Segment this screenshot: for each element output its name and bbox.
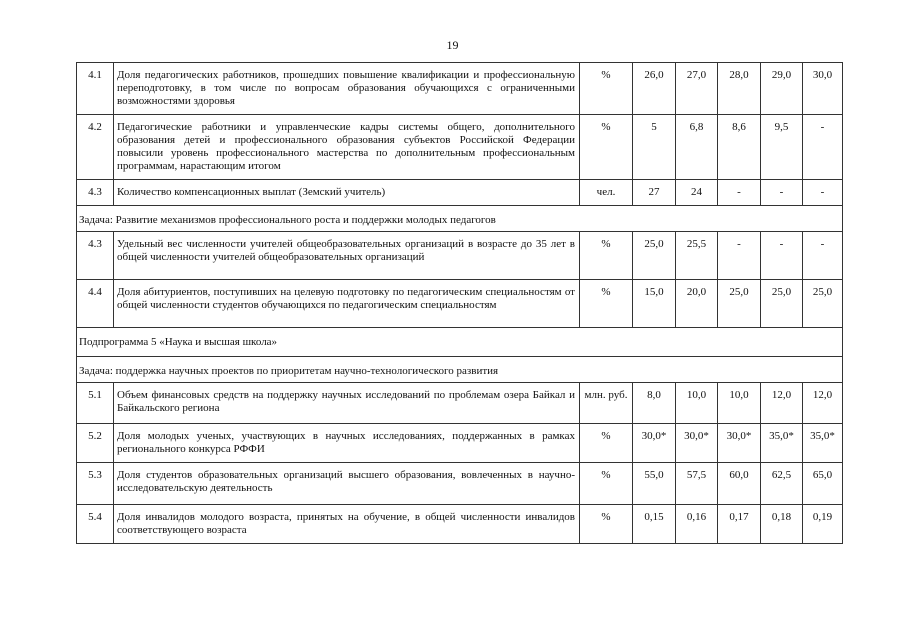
section-row (77, 206, 843, 232)
value-cell: - (718, 232, 761, 280)
section-heading: Подпрограмма 5 «Наука и высшая школа» (77, 328, 843, 357)
value-cell: 8,6 (718, 115, 761, 180)
value-cell: 62,5 (761, 463, 803, 505)
value-cell: - (718, 180, 761, 206)
value-cell: 5 (633, 115, 676, 180)
value-cell: 30,0* (633, 424, 676, 463)
value-cell: 12,0 (761, 383, 803, 424)
table-row (77, 424, 843, 463)
table-row (77, 383, 843, 424)
value-cell: 25,5 (676, 232, 718, 280)
row-number: 5.3 (77, 463, 114, 505)
indicator-description: Доля молодых ученых, участвующих в научных исследованиях, поддержанных в рамках регионального конкурса РФФИ (114, 424, 580, 463)
unit-cell: % (580, 115, 633, 180)
row-number: 5.2 (77, 424, 114, 463)
indicator-description: Доля абитуриентов, поступивших на целевую подготовку по педагогическим специальностям от общей численности студентов обучающихся по педагогическим специальностям (114, 280, 580, 328)
row-number: 5.4 (77, 505, 114, 544)
row-number: 4.1 (77, 63, 114, 115)
table-row (77, 180, 843, 206)
unit-cell: % (580, 463, 633, 505)
value-cell: 65,0 (803, 463, 843, 505)
value-cell: 0,17 (718, 505, 761, 544)
value-cell: 35,0* (761, 424, 803, 463)
unit-cell: чел. (580, 180, 633, 206)
value-cell: - (803, 180, 843, 206)
row-number: 4.3 (77, 180, 114, 206)
table-row (77, 232, 843, 280)
section-heading: Задача: поддержка научных проектов по приоритетам научно-технологического развития (77, 357, 843, 383)
value-cell: 12,0 (803, 383, 843, 424)
value-cell: 26,0 (633, 63, 676, 115)
table-row (77, 463, 843, 505)
indicator-description: Объем финансовых средств на поддержку научных исследований по проблемам озера Байкал и Байкальского региона (114, 383, 580, 424)
value-cell: 10,0 (718, 383, 761, 424)
value-cell: 6,8 (676, 115, 718, 180)
value-cell: 25,0 (718, 280, 761, 328)
value-cell: 29,0 (761, 63, 803, 115)
unit-cell: % (580, 63, 633, 115)
value-cell: 8,0 (633, 383, 676, 424)
value-cell: 30,0 (803, 63, 843, 115)
indicator-description: Педагогические работники и управленческие кадры системы общего, дополнительного образования детей и профессионального образования субъектов Российской Федерации повысили уровень профессионального мастерства по дополнительным профессиональным программам, нарастающим итогом (114, 115, 580, 180)
indicator-description: Доля педагогических работников, прошедших повышение квалификации и профессиональную переподготовку, в том числе по вопросам образования обучающихся с ограниченными возможностями здоровья (114, 63, 580, 115)
value-cell: 10,0 (676, 383, 718, 424)
section-row (77, 328, 843, 357)
row-number: 5.1 (77, 383, 114, 424)
value-cell: 25,0 (761, 280, 803, 328)
indicators-table (76, 62, 843, 544)
unit-cell: % (580, 280, 633, 328)
unit-cell: млн. руб. (580, 383, 633, 424)
value-cell: 25,0 (633, 232, 676, 280)
section-row (77, 357, 843, 383)
value-cell: 20,0 (676, 280, 718, 328)
indicator-description: Удельный вес численности учителей общеобразовательных организаций в возрасте до 35 лет в общей численности учителей общеобразовательных организаций (114, 232, 580, 280)
value-cell: 24 (676, 180, 718, 206)
value-cell: 0,19 (803, 505, 843, 544)
value-cell: 60,0 (718, 463, 761, 505)
row-number: 4.3 (77, 232, 114, 280)
unit-cell: % (580, 505, 633, 544)
indicator-description: Количество компенсационных выплат (Земский учитель) (114, 180, 580, 206)
table-row (77, 63, 843, 115)
value-cell: 28,0 (718, 63, 761, 115)
value-cell: - (803, 232, 843, 280)
table-row (77, 280, 843, 328)
value-cell: 27 (633, 180, 676, 206)
value-cell: 9,5 (761, 115, 803, 180)
value-cell: 15,0 (633, 280, 676, 328)
value-cell: 27,0 (676, 63, 718, 115)
table-row (77, 115, 843, 180)
table-row (77, 505, 843, 544)
unit-cell: % (580, 424, 633, 463)
value-cell: 0,18 (761, 505, 803, 544)
row-number: 4.4 (77, 280, 114, 328)
value-cell: 0,16 (676, 505, 718, 544)
value-cell: 30,0* (718, 424, 761, 463)
unit-cell: % (580, 232, 633, 280)
value-cell: 0,15 (633, 505, 676, 544)
value-cell: 25,0 (803, 280, 843, 328)
section-heading: Задача: Развитие механизмов профессионального роста и поддержки молодых педагогов (77, 206, 843, 232)
page-number: 19 (446, 38, 459, 52)
value-cell: - (803, 115, 843, 180)
row-number: 4.2 (77, 115, 114, 180)
table-body (77, 63, 843, 544)
value-cell: 35,0* (803, 424, 843, 463)
indicator-description: Доля инвалидов молодого возраста, принятых на обучение, в общей численности инвалидов соответствующего возраста (114, 505, 580, 544)
value-cell: - (761, 232, 803, 280)
value-cell: 30,0* (676, 424, 718, 463)
indicator-description: Доля студентов образовательных организаций высшего образования, вовлеченных в научно-исследовательскую деятельность (114, 463, 580, 505)
value-cell: 57,5 (676, 463, 718, 505)
value-cell: - (761, 180, 803, 206)
value-cell: 55,0 (633, 463, 676, 505)
